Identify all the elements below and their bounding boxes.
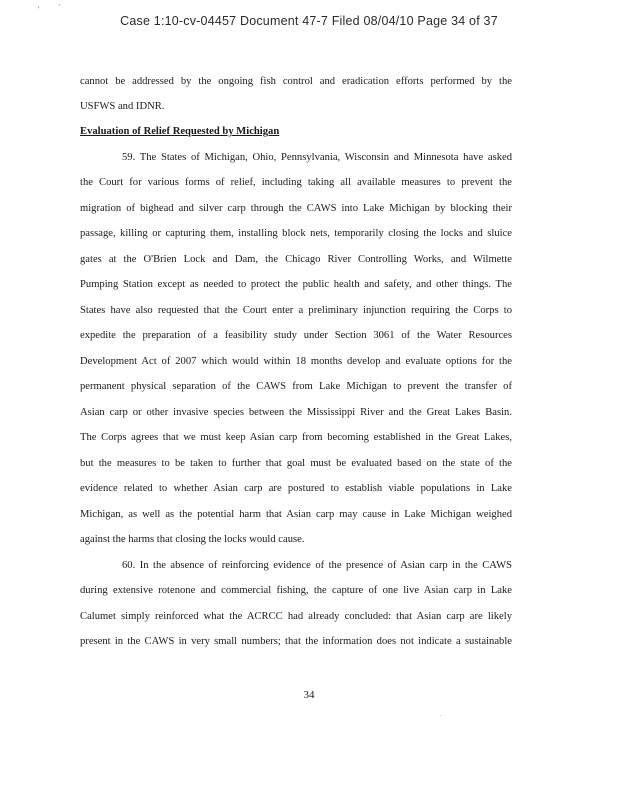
page-number: 34 [303,689,315,701]
body-line: gates at the O'Brien Lock and Dam, the Chicago River Controlling Works, and Wilmette [80,254,512,265]
body-line: permanent physical separation of the CAWS from Lake Michigan to prevent the transfer of [80,381,512,392]
body-line: States have also requested that the Court enter a preliminary injunction requiring the Corps to [80,305,512,316]
scan-speck: . [440,712,442,718]
case-header: Case 1:10-cv-04457 Document 47-7 Filed 08/04/10 Page 34 of 37 [120,14,498,28]
body-line: Calumet simply reinforced what the ACRCC had already concluded: that Asian carp are likely [80,611,512,622]
body-line: Pumping Station except as needed to protect the public health and safety, and other things. The [80,279,512,290]
body-line: present in the CAWS in very small numbers; that the information does not indicate a sustainable [80,636,512,647]
body-line: cannot be addressed by the ongoing fish control and eradication efforts performed by the [80,76,512,87]
body-line: Asian carp or other invasive species between the Mississippi River and the Great Lakes Basin. [80,407,512,418]
body-line: expedite the preparation of a feasibility study under Section 3061 of the Water Resources [80,330,512,341]
body-line: The Corps agrees that we must keep Asian carp from becoming established in the Great Lakes, [80,432,512,443]
scan-mark: ´ [58,3,61,12]
section-heading: Evaluation of Relief Requested by Michigan [80,126,280,137]
paragraph-59-start: 59. The States of Michigan, Ohio, Pennsylvania, Wisconsin and Minnesota have asked [122,152,512,163]
body-line: against the harms that closing the locks would cause. [80,534,305,545]
paragraph-60-start: 60. In the absence of reinforcing evidence of the presence of Asian carp in the CAWS [122,560,512,571]
body-line: evidence related to whether Asian carp are postured to establish viable populations in Lake [80,483,512,494]
body-line: during extensive rotenone and commercial fishing, the capture of one live Asian carp in Lake [80,585,512,596]
body-line: migration of bighead and silver carp through the CAWS into Lake Michigan by blocking their [80,203,512,214]
scan-mark: ' [38,5,40,14]
body-line: Michigan, as well as the potential harm that Asian carp may cause in Lake Michigan weighed [80,509,512,520]
body-line: USFWS and IDNR. [80,101,165,112]
body-line: Development Act of 2007 which would within 18 months develop and evaluate options for the [80,356,512,367]
body-line: passage, killing or capturing them, installing block nets, temporarily closing the locks and sluice [80,228,512,239]
body-line: but the measures to be taken to further that goal must be evaluated based on the state of the [80,458,512,469]
body-line: the Court for various forms of relief, including taking all available measures to prevent the [80,177,512,188]
